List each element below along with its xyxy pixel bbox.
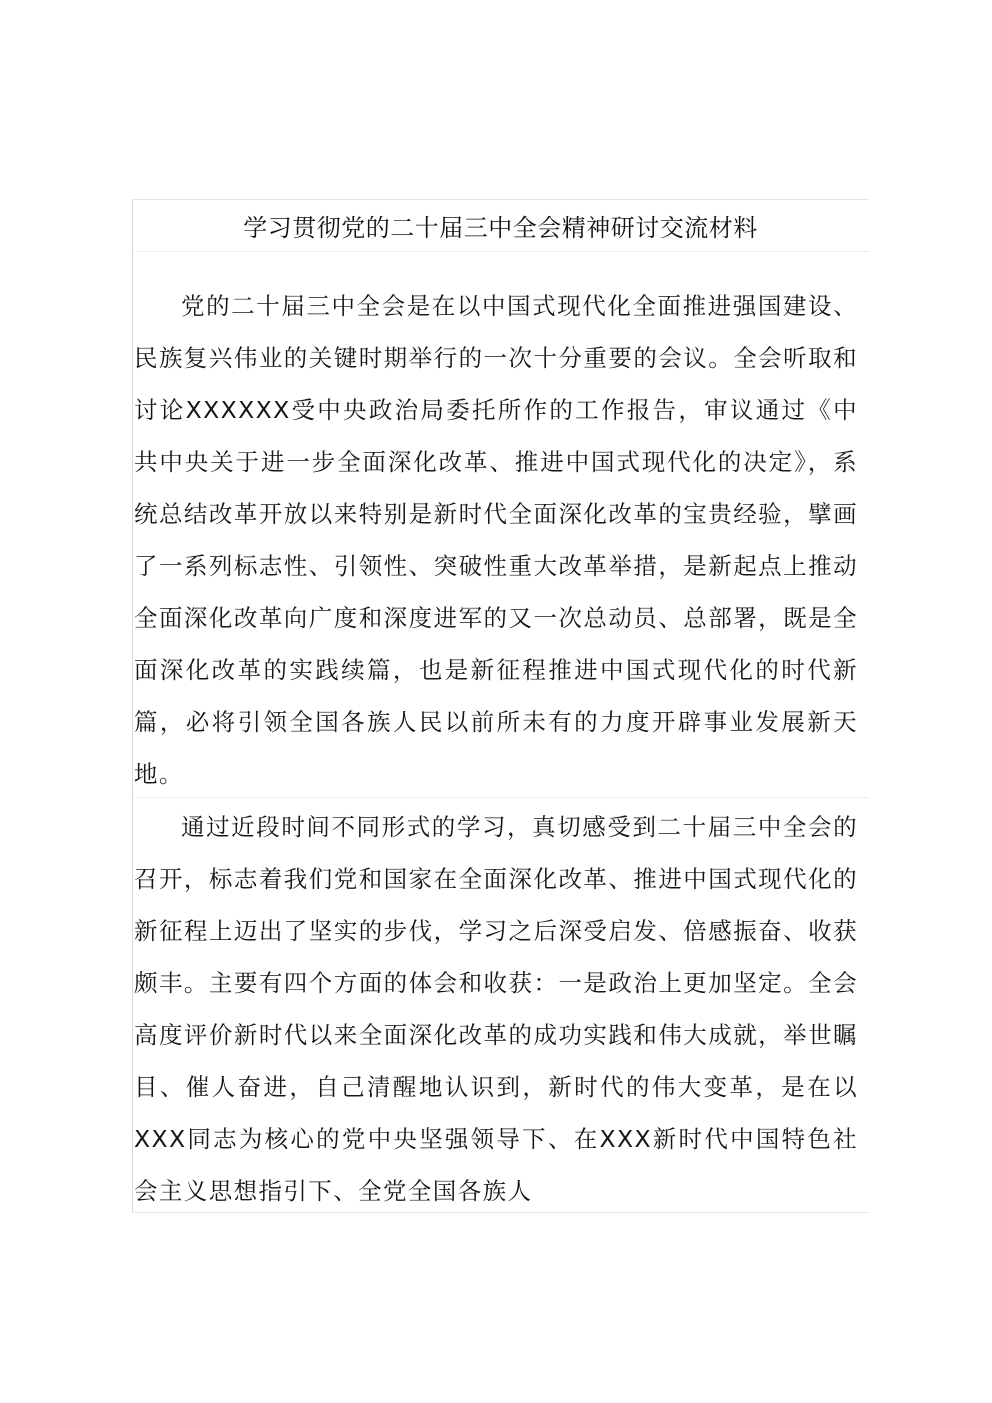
body-paragraph-1: 党的二十届三中全会是在以中国式现代化全面推进强国建设、民族复兴伟业的关键时期举行的一次十分重要的会议。全会听取和讨论XXXXXX受中央政治局委托所作的工作报告，审议通过《中共中央关于进一步全面深化改革、推进中国式现代化的决定》，系统总结改革开放以来特别是新时代全面深化改革的宝贵经验，擘画了一系列标志性、引领性、突破性重大改革举措，是新起点上推动全面深化改革向广度和深度进军的又一次总动员、总部署，既是全面深化改革的实践续篇，也是新征程推进中国式现代化的时代新篇，必将引领全国各族人民以前所未有的力度开辟事业发展新天地。 xyxy=(134,292,858,788)
body-paragraph-2: 通过近段时间不同形式的学习，真切感受到二十届三中全会的召开，标志着我们党和国家在全面深化改革、推进中国式现代化的新征程上迈出了坚实的步伐，学习之后深受启发、倍感振奋、收获颇丰。主要有四个方面的体会和收获：一是政治上更加坚定。全会高度评价新时代以来全面深化改革的成功实践和伟大成就，举世瞩目、催人奋进，自己清醒地认识到，新时代的伟大变革，是在以XXX同志为核心的党中央坚强领导下、在XXX新时代中国特色社会主义思想指引下、全党全国各族人 xyxy=(134,813,858,1205)
document-title: 学习贯彻党的二十届三中全会精神研讨交流材料 xyxy=(243,214,758,242)
frame-bottom-border xyxy=(132,1212,869,1213)
frame-top-border xyxy=(132,199,869,200)
document-body xyxy=(132,252,869,1212)
